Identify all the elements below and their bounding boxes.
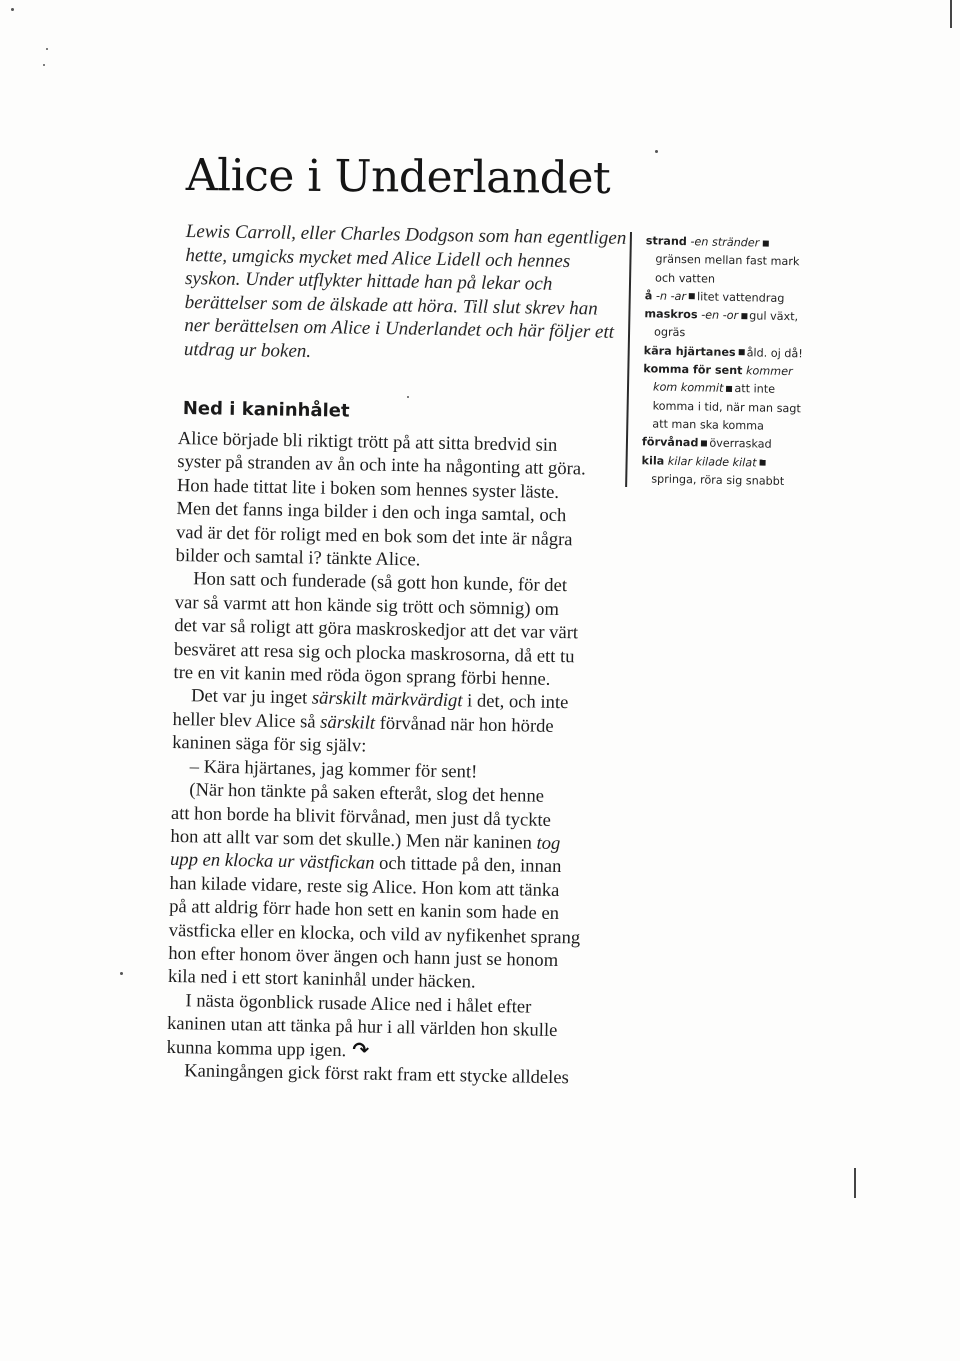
scan-speck xyxy=(120,972,123,975)
glossary-definition: att inte xyxy=(734,382,776,397)
intro-line: berättelser som de älskade att höra. Till slut skrev han xyxy=(184,291,598,320)
glossary-definition: att man ska komma xyxy=(652,417,765,433)
text-line: kila ned i ett stort kaninhål under häcken. xyxy=(167,966,476,993)
scan-speck xyxy=(46,48,48,50)
scan-edge-line xyxy=(854,1168,856,1198)
glossary-forms: -en stränder xyxy=(686,235,760,250)
story-text xyxy=(166,427,598,1090)
text-emphasis: särskilt xyxy=(320,711,376,734)
glossary-term: strand xyxy=(645,234,687,249)
text-emphasis: tog xyxy=(536,832,561,854)
intro-line: hette, umgicks mycket med Alice Lidell och hennes xyxy=(185,244,571,272)
glossary-forms: kom kommit xyxy=(652,380,724,396)
text-line: besväret att resa sig och plocka maskrosorna, då ett tu xyxy=(173,638,575,667)
scan-speck xyxy=(11,8,14,11)
glossary-square-bullet-icon xyxy=(701,440,707,446)
text-line: det var så roligt att göra maskroskedjor att det var värt xyxy=(174,615,579,644)
glossary-term: komma för sent xyxy=(643,362,743,378)
glossary-definition: litet vattendrag xyxy=(696,290,785,305)
text-emphasis: särskilt märkvärdigt xyxy=(311,687,463,712)
glossary-forms: -en -or xyxy=(697,308,739,323)
glossary-definition: springa, röra sig snabbt xyxy=(651,472,785,488)
intro-line: Lewis Carroll, eller Charles Dodgson som han egentligen xyxy=(185,220,627,249)
text-line: att hon borde ha blivit förvånad, men just då tyckte xyxy=(170,802,552,831)
text-line: Men det fanns inga bilder i den och inga samtal, och xyxy=(176,498,567,527)
glossary-definition: ogräs xyxy=(653,325,686,340)
text-line: hon efter honom över ängen och hann just se honom xyxy=(168,942,559,971)
text-run: i det, och inte xyxy=(462,690,569,714)
text-emphasis: upp en klocka ur västfickan xyxy=(169,849,375,874)
text-line: syster på stranden av ån och inte ha någonting att göra. xyxy=(177,451,586,480)
glossary-square-bullet-icon xyxy=(739,349,745,355)
glossary-definition: komma i tid, när man sagt xyxy=(652,399,801,415)
glossary-term: förvånad xyxy=(641,435,699,450)
glossary-definition: gul växt, xyxy=(749,309,799,324)
glossary-definition: och vatten xyxy=(655,271,716,286)
text-run: heller blev Alice så xyxy=(172,708,321,733)
glossary-forms: kilar kilade kilat xyxy=(664,454,757,470)
glossary-square-bullet-icon xyxy=(762,240,768,246)
section-heading: Ned i kaninhålet xyxy=(182,398,350,422)
dialogue-line: – Kära hjärtanes, jag kommer för sent! xyxy=(189,755,478,783)
glossary-square-bullet-icon xyxy=(741,313,747,319)
text-run: Det var ju inget xyxy=(190,685,313,709)
glossary-forms: kommer xyxy=(742,364,793,379)
scan-speck xyxy=(43,64,45,66)
glossary-definition: överraskad xyxy=(709,436,772,452)
text-line: på att aldrig förr hade hon sett en kanin som hade en xyxy=(169,896,560,925)
glossary-list xyxy=(627,232,817,492)
glossary-square-bullet-icon xyxy=(689,294,695,300)
text-line: kaninen utan att tänka på hur i all världen hon skulle xyxy=(166,1013,558,1042)
text-run: hon att allt var som det skulle.) Men när kaninen xyxy=(170,825,537,854)
glossary-term: maskros xyxy=(644,307,698,322)
text-line: han kilade vidare, reste sig Alice. Hon kom att tänka xyxy=(169,872,560,901)
text-line: bilder och samtal i? tänkte Alice. xyxy=(175,545,421,571)
text-run: kunna komma upp igen. xyxy=(166,1036,347,1061)
text-line: Kaningången gick först rakt fram ett stycke alldeles xyxy=(184,1060,569,1089)
text-line: vad är det för roligt med en bok som det inte är några xyxy=(175,521,573,550)
glossary-term: kära hjärtanes xyxy=(643,344,736,359)
scan-speck xyxy=(407,396,409,398)
scan-speck xyxy=(655,150,658,153)
text-line: tre en vit kanin med röda ögon sprang förbi henne. xyxy=(173,662,551,690)
intro-paragraph xyxy=(183,220,627,368)
text-line: västficka eller en klocka, och vild av nyfikenhet sprang xyxy=(168,919,581,948)
text-line: Hon hade tittat lite i boken som hennes syster läste. xyxy=(176,474,560,503)
text-line: (När hon tänkte på saken efteråt, slog det henne xyxy=(189,779,545,807)
glossary-square-bullet-icon xyxy=(726,386,732,392)
text-line: var så varmt att hon kände sig trött och sömnig) om xyxy=(174,591,560,620)
text-run: och tittade på den, innan xyxy=(374,852,562,878)
intro-line: utdrag ur boken. xyxy=(183,338,312,362)
glossary-definition: åld. oj då! xyxy=(746,346,803,361)
text-line: Hon satt och funderade (så gott hon kunde, för det xyxy=(193,568,568,597)
glossary-sidebar xyxy=(625,232,817,491)
glossary-forms: -n -ar xyxy=(652,289,687,303)
page-title: Alice i Underlandet xyxy=(185,150,611,204)
text-line: I nästa ögonblick rusade Alice ned i hålet efter xyxy=(185,989,532,1018)
text-run: förvånad när hon hörde xyxy=(374,712,554,737)
glossary-term: kila xyxy=(641,453,665,468)
glossary-term: å xyxy=(644,289,653,303)
text-line: kaninen säga för sig själv: xyxy=(172,732,367,757)
intro-line: syskon. Under utflykter hittade han på lekar och xyxy=(184,268,553,295)
page-turn-arrow-icon: ↷ xyxy=(352,1036,370,1062)
glossary-definition: gränsen mellan fast mark xyxy=(655,252,800,269)
intro-line: ner berättelsen om Alice i Underlandet och här följer ett xyxy=(184,315,615,344)
scan-edge-line xyxy=(950,0,952,28)
glossary-square-bullet-icon xyxy=(760,460,766,466)
text-line: Alice började bli riktigt trött på att sitta bredvid sin xyxy=(177,427,558,456)
